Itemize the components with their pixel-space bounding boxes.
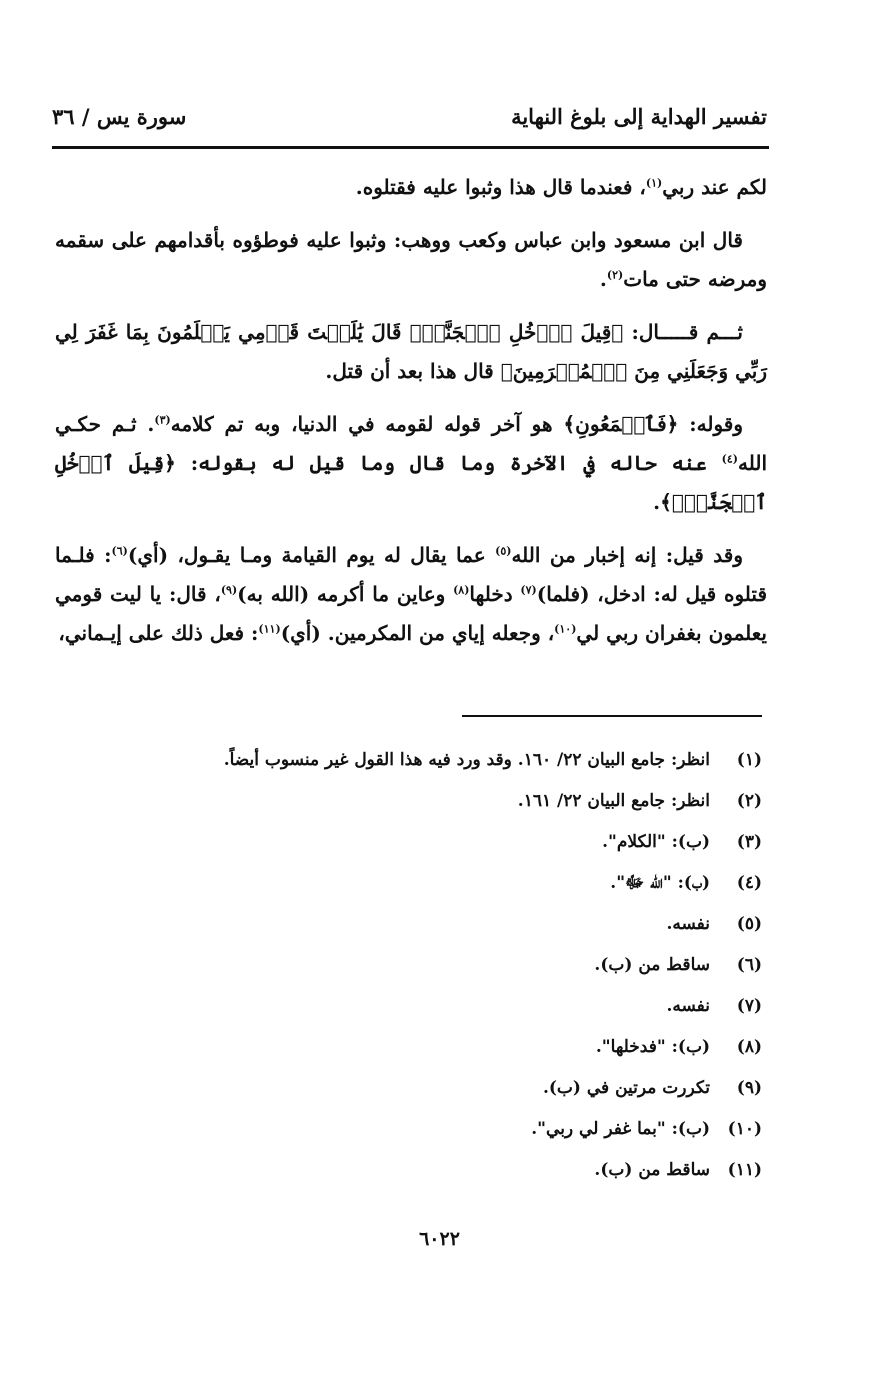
footnotes <box>100 740 762 1191</box>
footnote-number: (٥) <box>736 914 762 934</box>
footnote-ref: (١١) <box>258 622 281 636</box>
footnote-ref: (٥) <box>495 544 512 558</box>
footnote-separator <box>462 715 762 717</box>
footnote-ref: (٦) <box>111 544 128 558</box>
footnote-number: (٨) <box>736 1037 762 1057</box>
footnote-item <box>100 1150 762 1191</box>
footnote-item <box>100 1068 762 1109</box>
footnote-item <box>100 1027 762 1068</box>
footnote-number: (٤) <box>736 873 762 893</box>
main-text <box>55 168 767 667</box>
footnote-text: نفسه. <box>666 996 710 1016</box>
footnote-number: (١١) <box>727 1160 762 1180</box>
paragraph-2: قال ابن مسعود وابن عباس وكعب ووهب: وثبوا عليه فوطؤوه بأقدامهم على سقمه ومرضه حتى مات$^{(٢)}$. <box>55 228 767 291</box>
footnote-text: نفسه. <box>666 914 710 934</box>
footnote-text: ساقط من (ب). <box>594 1160 710 1180</box>
footnote-number: (٦) <box>736 955 762 975</box>
footnote-item <box>100 986 762 1027</box>
footnote-ref: (٧) <box>520 583 537 597</box>
quran-verse: ﴿قِيلَ ٱدۡخُلِ ٱلۡجَنَّةَۖ﴾ <box>55 451 767 514</box>
page-number: ٦٠٢٢ <box>419 1228 460 1250</box>
footnote-text: تكررت مرتين في (ب). <box>542 1078 710 1098</box>
footnote-text: (ب): "فدخلها". <box>595 1037 710 1057</box>
paragraph-1: لكم عند ربي$^{(١)}$، فعندما قال هذا وثبوا عليه فقتلوه. <box>355 175 767 199</box>
footnote-number: (٧) <box>736 996 762 1016</box>
running-header <box>52 104 767 144</box>
footnote-number: (٣) <box>736 832 762 852</box>
footnote-number: (٩) <box>736 1078 762 1098</box>
paragraph-3: ثـــم قـــــال: ﴿قِيلَ ٱدۡخُلِ ٱلۡجَنَّةَۖ قَالَ يَٰلَيۡتَ قَوۡمِي يَعۡلَمُونَ بِمَا غَفَرَ لِي رَبِّي وَجَعَلَنِي مِنَ ٱلۡمُكۡرَمِينَ﴾ قال هذا بعد أن قتل. <box>55 320 767 383</box>
footnote-text: (ب): "الله ﷻ". <box>610 873 710 893</box>
header-rule <box>52 146 769 149</box>
footnote-number: (١٠) <box>727 1119 762 1139</box>
footnote-ref: (١٠) <box>554 622 577 636</box>
quran-verse: ﴿فَٱسۡمَعُونِ﴾ <box>563 412 679 436</box>
footnote-number: (١) <box>736 750 762 770</box>
footnote-ref: (٩) <box>220 583 238 597</box>
footnote-item <box>100 863 762 904</box>
footnote-item <box>100 822 762 863</box>
footnote-item <box>100 904 762 945</box>
paragraph-5: وقد قيل: إنه إخبار من الله$^{(٥)}$ عما يقال له يوم القيامة ومـا يقـول، (أي)$^{(٦)}$: فلـما قتلوه قيل له: ادخل، (فلما)$^{(٧)}$ دخلها$^{(٨)}$ وعاين ما أكرمه (الله به)$^{(٩)}$، قال: يا ليت قومي يعلمون بغفران ربي لي$^{(١٠)}$، وجعله إياي من المكرمين. (أي)$^{(١١)}$: فعل ذلك على إيـماني، <box>55 543 768 645</box>
footnote-text: انظر: جامع البيان ٢٢/ ١٦٠. وقد ورد فيه هذا القول غير منسوب أيضاً. <box>223 750 710 770</box>
footnote-item <box>100 740 762 781</box>
footnote-ref: (٤) <box>721 452 738 466</box>
footnote-ref: (٨) <box>453 583 470 597</box>
surah-reference: سورة يس / ٣٦ <box>52 104 187 129</box>
footnote-ref: (٣) <box>154 413 171 427</box>
paragraph-4: وقوله: ﴿فَٱسۡمَعُونِ﴾ هو آخر قوله لقومه في الدنيا، وبه تم كلامه$^{(٣)}$. ثـم حكـي الله$^{(٤)}$ عنه حاله في الآخرة وما قال وما قيل له بقوله: ﴿قِيلَ ٱدۡخُلِ ٱلۡجَنَّةَۖ﴾. <box>55 412 767 514</box>
footnote-text: (ب): "بما غفر لي ربي". <box>531 1119 710 1139</box>
footnote-text: انظر: جامع البيان ٢٢/ ١٦١. <box>517 791 710 811</box>
footnote-item <box>100 945 762 986</box>
quran-verse: ﴿قِيلَ ٱدۡخُلِ ٱلۡجَنَّةَۖ قَالَ يَٰلَيۡتَ قَوۡمِي يَعۡلَمُونَ بِمَا غَفَرَ لِي رَبِّي وَجَعَلَنِي مِنَ ٱلۡمُكۡرَمِينَ﴾ <box>55 320 767 383</box>
book-title: تفسير الهداية إلى بلوغ النهاية <box>511 104 767 129</box>
footnote-ref: (١) <box>645 176 663 190</box>
footnote-ref: (٢) <box>606 268 624 282</box>
footnote-item <box>100 781 762 822</box>
footnote-text: ساقط من (ب). <box>594 955 710 975</box>
footnote-item <box>100 1109 762 1150</box>
footnote-number: (٢) <box>736 791 762 811</box>
footnote-text: (ب): "الكلام". <box>602 832 710 852</box>
